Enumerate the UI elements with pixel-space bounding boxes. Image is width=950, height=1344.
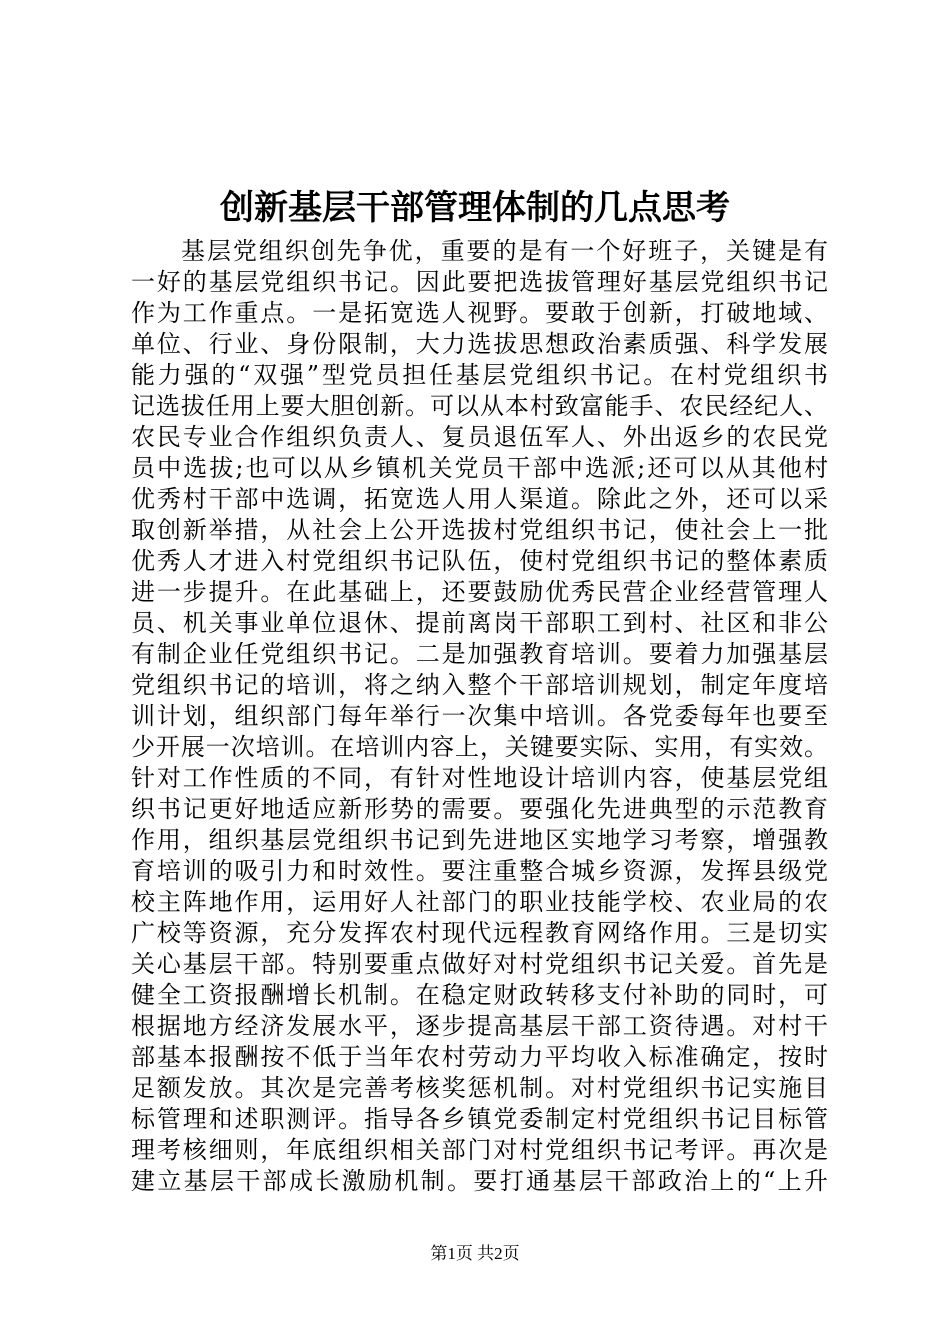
body-line: 标管理和述职测评。指导各乡镇党委制定村党组织书记目标管 [131,1105,828,1133]
page-footer: 第1页 共2页 [430,1244,520,1263]
body-line: 作为工作重点。一是拓宽选人视野。要敢于创新，打破地域、 [131,299,828,327]
body-line: 党组织书记的培训，将之纳入整个干部培训规划，制定年度培 [131,671,828,699]
body-line: 针对工作性质的不同，有针对性地设计培训内容，使基层党组 [131,764,828,792]
body-line: 健全工资报酬增长机制。在稳定财政转移支付补助的同时，可 [131,981,828,1009]
body-line: 训计划，组织部门每年举行一次集中培训。各党委每年也要至 [131,702,828,730]
body-line: 校主阵地作用，运用好人社部门的职业技能学校、农业局的农 [131,888,828,916]
body-line: 关心基层干部。特别要重点做好对村党组织书记关爱。首先是 [131,950,828,978]
body-line: 优秀村干部中选调，拓宽选人用人渠道。除此之外，还可以采 [131,485,828,513]
body-line: 根据地方经济发展水平，逐步提高基层干部工资待遇。对村干 [131,1012,828,1040]
body-line: 员、机关事业单位退休、提前离岗干部职工到村、社区和非公 [131,609,828,637]
body-line: 织书记更好地适应新形势的需要。要强化先进典型的示范教育 [131,795,828,823]
body-line: 少开展一次培训。在培训内容上，关键要实际、实用，有实效。 [131,733,828,761]
body-line: 进一步提升。在此基础上，还要鼓励优秀民营企业经营管理人 [131,578,828,606]
body-line: 农民专业合作组织负责人、复员退伍军人、外出返乡的农民党 [131,423,828,451]
body-line: 作用，组织基层党组织书记到先进地区实地学习考察，增强教 [131,826,828,854]
body-line: 有制企业任党组织书记。二是加强教育培训。要着力加强基层 [131,640,828,668]
body-line: 广校等资源，充分发挥农村现代远程教育网络作用。三是切实 [131,919,828,947]
body-line: 一好的基层党组织书记。因此要把选拔管理好基层党组织书记 [131,268,828,296]
body-line: 优秀人才进入村党组织书记队伍，使村党组织书记的整体素质 [131,547,828,575]
document-title: 创新基层干部管理体制的几点思考 [220,188,730,228]
body-line: 记选拔任用上要大胆创新。可以从本村致富能手、农民经纪人、 [131,392,828,420]
body-line: 理考核细则，年底组织相关部门对村党组织书记考评。再次是 [131,1136,828,1164]
body-line: 足额发放。其次是完善考核奖惩机制。对村党组织书记实施目 [131,1074,828,1102]
body-line: 员中选拔;也可以从乡镇机关党员干部中选派;还可以从其他村 [131,454,828,482]
body-line: 单位、行业、身份限制，大力选拔思想政治素质强、科学发展 [131,330,828,358]
document-body [131,236,828,1197]
body-line: 部基本报酬按不低于当年农村劳动力平均收入标准确定，按时 [131,1043,828,1071]
body-line: 取创新举措，从社会上公开选拔村党组织书记，使社会上一批 [131,516,828,544]
body-line: 育培训的吸引力和时效性。要注重整合城乡资源，发挥县级党 [131,857,828,885]
body-line: 能力强的“双强”型党员担任基层党组织书记。在村党组织书 [131,361,828,389]
body-line: 基层党组织创先争优，重要的是有一个好班子，关键是有 [181,237,828,265]
body-line: 建立基层干部成长激励机制。要打通基层干部政治上的“上升 [131,1167,828,1195]
